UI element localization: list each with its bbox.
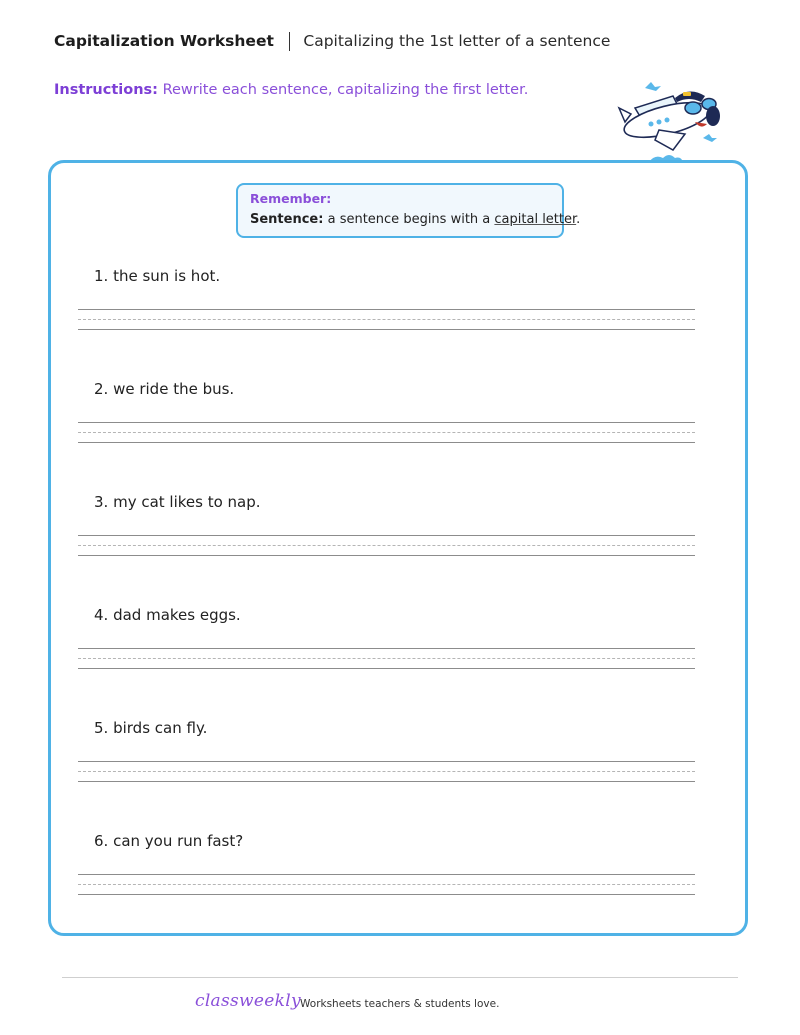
writing-line-bottom (78, 781, 695, 782)
remember-rule (250, 212, 581, 227)
header-divider (289, 32, 291, 51)
worksheet-subtitle: Capitalizing the 1st letter of a sentence (303, 32, 611, 50)
writing-line-top (78, 648, 695, 649)
answer-lines-5[interactable] (78, 761, 695, 785)
writing-line-mid (78, 319, 695, 320)
writing-line-mid (78, 771, 695, 772)
question-5: 5. birds can fly. (94, 719, 208, 737)
writing-line-mid (78, 658, 695, 659)
writing-line-top (78, 761, 695, 762)
worksheet-header (54, 31, 610, 51)
cartoon-airplane-icon (615, 74, 725, 174)
writing-line-top (78, 309, 695, 310)
remember-text: a sentence begins with a (327, 212, 491, 227)
writing-line-bottom (78, 894, 695, 895)
remember-underlined-term: capital letter (494, 212, 577, 227)
instructions (54, 82, 528, 98)
writing-line-top (78, 422, 695, 423)
answer-lines-6[interactable] (78, 874, 695, 898)
question-4: 4. dad makes eggs. (94, 606, 241, 624)
writing-line-bottom (78, 442, 695, 443)
footer-divider (62, 977, 738, 978)
footer-tagline: Worksheets teachers & students love. (300, 998, 500, 1010)
remember-title: Remember: (250, 191, 332, 206)
question-3: 3. my cat likes to nap. (94, 493, 261, 511)
answer-lines-3[interactable] (78, 535, 695, 559)
writing-line-bottom (78, 555, 695, 556)
writing-line-top (78, 874, 695, 875)
remember-box (236, 183, 581, 238)
writing-line-mid (78, 545, 695, 546)
answer-lines-2[interactable] (78, 422, 695, 446)
brand-logo: classweekly (195, 991, 301, 1011)
writing-line-bottom (78, 329, 695, 330)
writing-line-top (78, 535, 695, 536)
question-2: 2. we ride the bus. (94, 380, 235, 398)
instructions-label: Instructions: (54, 82, 158, 98)
writing-line-mid (78, 884, 695, 885)
question-1: 1. the sun is hot. (94, 267, 221, 285)
answer-lines-1[interactable] (78, 309, 695, 333)
answer-lines-4[interactable] (78, 648, 695, 672)
writing-line-mid (78, 432, 695, 433)
instructions-text: Rewrite each sentence, capitalizing the first letter. (162, 82, 529, 98)
worksheet-title: Capitalization Worksheet (54, 32, 274, 50)
remember-period: . (576, 212, 581, 227)
question-6: 6. can you run fast? (94, 832, 244, 850)
writing-line-bottom (78, 668, 695, 669)
remember-label: Sentence: (250, 212, 324, 227)
